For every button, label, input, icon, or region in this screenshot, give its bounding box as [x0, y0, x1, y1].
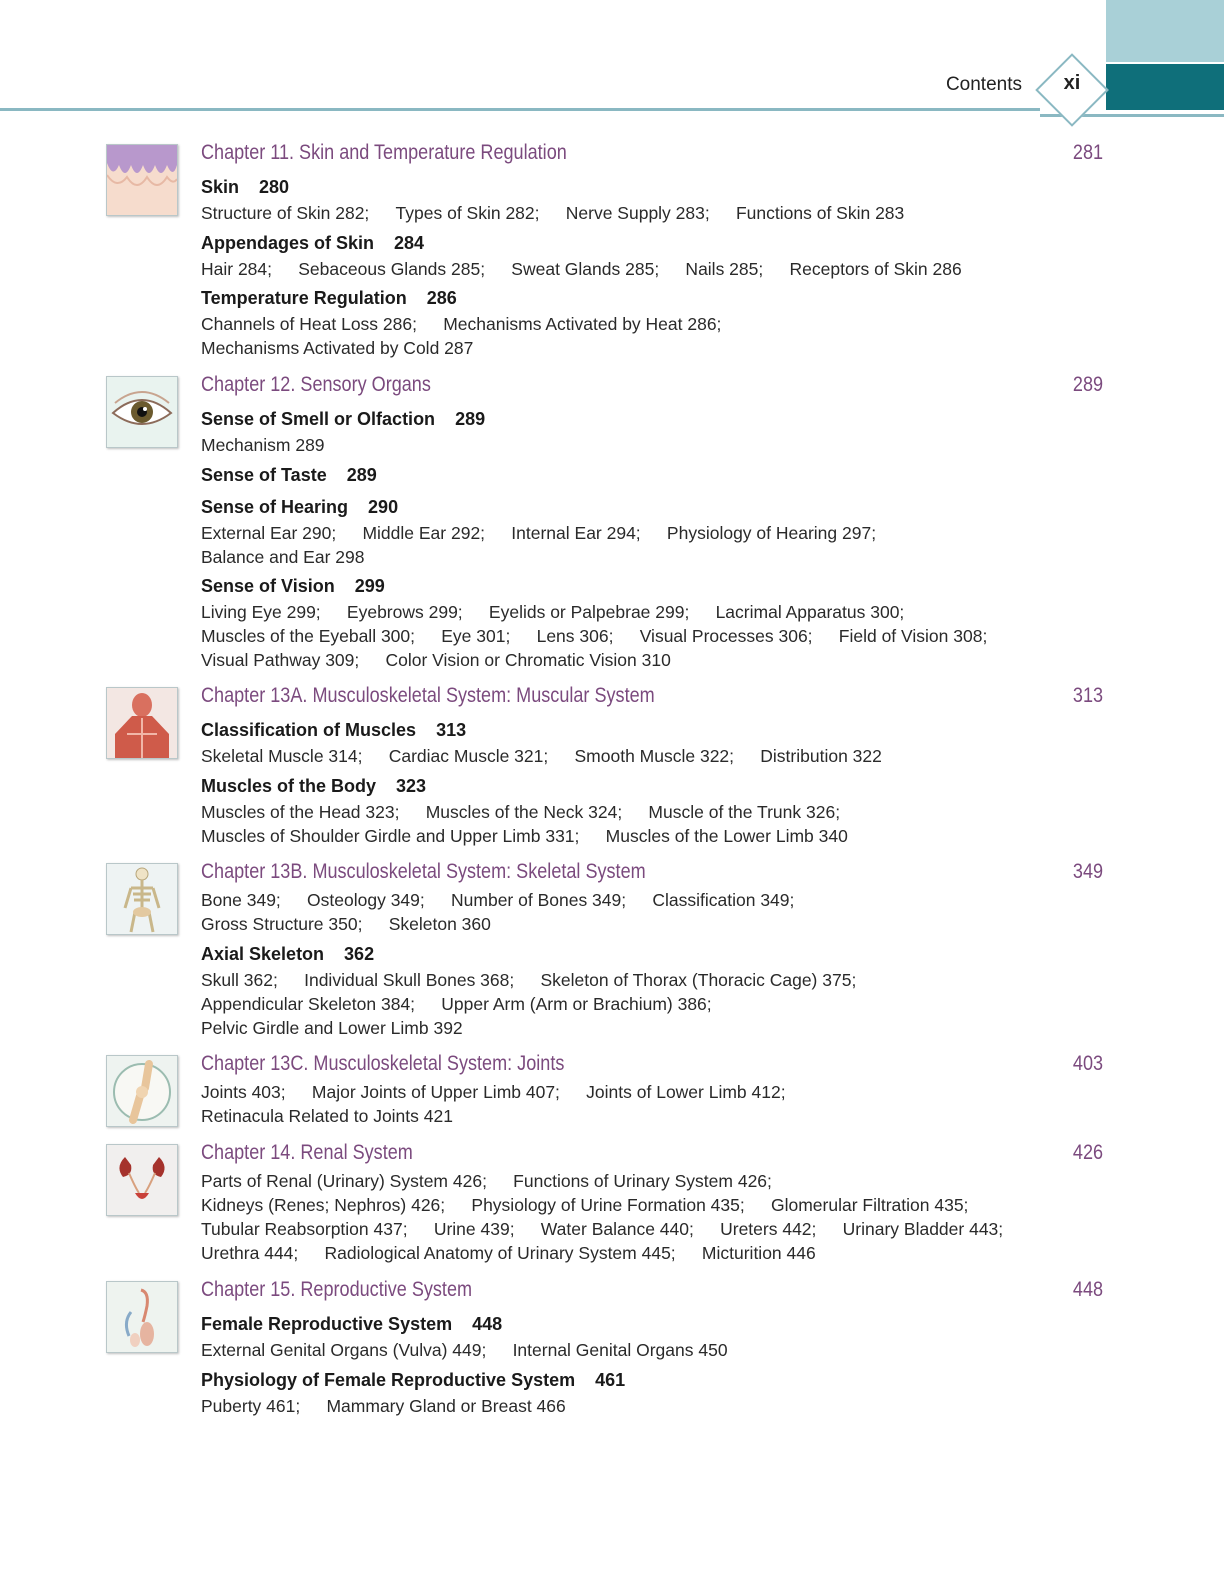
section-title: Temperature Regulation — [201, 288, 407, 308]
topic-line[interactable]: Muscles of Shoulder Girdle and Upper Limb 331; Muscles of the Lower Limb 340 — [201, 826, 848, 846]
section-heading[interactable] — [201, 497, 398, 518]
topic-line[interactable]: Channels of Heat Loss 286; Mechanisms Activated by Heat 286; — [201, 314, 722, 334]
chapter-page-number: 313 — [1072, 684, 1103, 707]
section-title: Classification of Muscles — [201, 720, 417, 740]
section-title: Sense of Taste — [201, 465, 327, 485]
section-page-number: 448 — [472, 1314, 503, 1334]
topic-line[interactable]: External Genital Organs (Vulva) 449; Internal Genital Organs 450 — [201, 1340, 728, 1360]
section-heading[interactable] — [201, 177, 289, 198]
topic-line[interactable]: External Ear 290; Middle Ear 292; Internal Ear 294; Physiology of Hearing 297; — [201, 523, 877, 543]
header-tab-dark — [1106, 64, 1224, 110]
chapter-page-number: 289 — [1072, 373, 1103, 396]
section-page-number: 284 — [394, 233, 425, 253]
section-title: Female Reproductive System — [201, 1314, 453, 1334]
section-heading[interactable] — [201, 944, 374, 965]
chapter-page-number: 448 — [1072, 1278, 1103, 1301]
section-title: Sense of Vision — [201, 576, 335, 596]
topic-line[interactable]: Skull 362; Individual Skull Bones 368; Skeleton of Thorax (Thoracic Cage) 375; — [201, 970, 857, 990]
section-heading[interactable] — [201, 1314, 502, 1335]
page-number: xi — [1063, 72, 1081, 94]
section-page-number: 290 — [368, 497, 399, 517]
topic-line[interactable]: Gross Structure 350; Skeleton 360 — [201, 914, 491, 934]
chapter-title[interactable]: Chapter 15. Reproductive System — [201, 1278, 473, 1301]
topic-line[interactable]: Mechanism 289 — [201, 435, 325, 455]
muscle-figure-icon — [106, 687, 178, 759]
topic-line[interactable]: Skeletal Muscle 314; Cardiac Muscle 321; Smooth Muscle 322; Distribution 322 — [201, 746, 882, 766]
section-page-number: 289 — [346, 465, 377, 485]
skin-section-icon — [106, 144, 178, 216]
topic-line[interactable]: Tubular Reabsorption 437; Urine 439; Water Balance 440; Ureters 442; Urinary Bladder 443; — [201, 1219, 1004, 1239]
topic-line[interactable]: Structure of Skin 282; Types of Skin 282; Nerve Supply 283; Functions of Skin 283 — [201, 203, 905, 223]
topic-line[interactable]: Appendicular Skeleton 384; Upper Arm (Arm or Brachium) 386; — [201, 994, 712, 1014]
topic-line[interactable]: Balance and Ear 298 — [201, 547, 365, 567]
topic-line[interactable]: Visual Pathway 309; Color Vision or Chromatic Vision 310 — [201, 650, 671, 670]
section-heading[interactable] — [201, 1370, 625, 1391]
section-heading[interactable] — [201, 409, 485, 430]
running-header-title: Contents — [945, 74, 1022, 95]
section-page-number: 299 — [354, 576, 385, 596]
kidney-icon — [106, 1144, 178, 1216]
topic-line[interactable]: Kidneys (Renes; Nephros) 426; Physiology of Urine Formation 435; Glomerular Filtration 435; — [201, 1195, 969, 1215]
header-tab-light — [1106, 0, 1224, 62]
skeleton-icon — [106, 863, 178, 935]
topic-line[interactable]: Bone 349; Osteology 349; Number of Bones 349; Classification 349; — [201, 890, 795, 910]
chapter-title[interactable]: Chapter 12. Sensory Organs — [201, 373, 431, 396]
topic-line[interactable]: Pelvic Girdle and Lower Limb 392 — [201, 1018, 463, 1038]
chapter-title[interactable]: Chapter 13A. Musculoskeletal System: Muscular System — [201, 684, 655, 707]
topic-line[interactable]: Urethra 444; Radiological Anatomy of Urinary System 445; Micturition 446 — [201, 1243, 816, 1263]
topic-line[interactable]: Hair 284; Sebaceous Glands 285; Sweat Glands 285; Nails 285; Receptors of Skin 286 — [201, 259, 962, 279]
chapter-title[interactable]: Chapter 13B. Musculoskeletal System: Skeletal System — [201, 860, 646, 883]
section-heading[interactable] — [201, 720, 466, 741]
section-title: Physiology of Female Reproductive System — [201, 1370, 576, 1390]
section-page-number: 280 — [259, 177, 290, 197]
chapter-page-number: 403 — [1072, 1052, 1103, 1075]
chapter-title[interactable]: Chapter 11. Skin and Temperature Regulation — [201, 141, 567, 164]
section-heading[interactable] — [201, 576, 385, 597]
header-rule — [0, 108, 1040, 111]
section-heading[interactable] — [201, 776, 426, 797]
chapter-page-number: 281 — [1072, 141, 1103, 164]
section-page-number: 362 — [344, 944, 375, 964]
chapter-page-number: 349 — [1072, 860, 1103, 883]
joint-icon — [106, 1055, 178, 1127]
topic-line[interactable]: Mechanisms Activated by Cold 287 — [201, 338, 474, 358]
section-page-number: 286 — [426, 288, 457, 308]
section-title: Axial Skeleton — [201, 944, 325, 964]
topic-line[interactable]: Joints 403; Major Joints of Upper Limb 407; Joints of Lower Limb 412; — [201, 1082, 786, 1102]
reproductive-organs-icon — [106, 1281, 178, 1353]
section-page-number: 323 — [396, 776, 427, 796]
section-title: Sense of Hearing — [201, 497, 349, 517]
section-title: Sense of Smell or Olfaction — [201, 409, 436, 429]
section-page-number: 461 — [595, 1370, 626, 1390]
eye-icon — [106, 376, 178, 448]
section-heading[interactable] — [201, 288, 457, 309]
section-title: Muscles of the Body — [201, 776, 377, 796]
topic-line[interactable]: Living Eye 299; Eyebrows 299; Eyelids or Palpebrae 299; Lacrimal Apparatus 300; — [201, 602, 905, 622]
topic-line[interactable]: Muscles of the Eyeball 300; Eye 301; Lens 306; Visual Processes 306; Field of Vision 308; — [201, 626, 988, 646]
section-page-number: 289 — [455, 409, 486, 429]
topic-line[interactable]: Muscles of the Head 323; Muscles of the Neck 324; Muscle of the Trunk 326; — [201, 802, 841, 822]
chapter-title[interactable]: Chapter 13C. Musculoskeletal System: Joints — [201, 1052, 565, 1075]
section-heading[interactable] — [201, 233, 424, 254]
section-title: Skin — [201, 177, 240, 197]
chapter-title[interactable]: Chapter 14. Renal System — [201, 1141, 413, 1164]
topic-line[interactable]: Parts of Renal (Urinary) System 426; Functions of Urinary System 426; — [201, 1171, 772, 1191]
topic-line[interactable]: Retinacula Related to Joints 421 — [201, 1106, 453, 1126]
chapter-page-number: 426 — [1072, 1141, 1103, 1164]
section-page-number: 313 — [436, 720, 467, 740]
topic-line[interactable]: Puberty 461; Mammary Gland or Breast 466 — [201, 1396, 566, 1416]
section-heading[interactable] — [201, 465, 377, 486]
section-title: Appendages of Skin — [201, 233, 375, 253]
